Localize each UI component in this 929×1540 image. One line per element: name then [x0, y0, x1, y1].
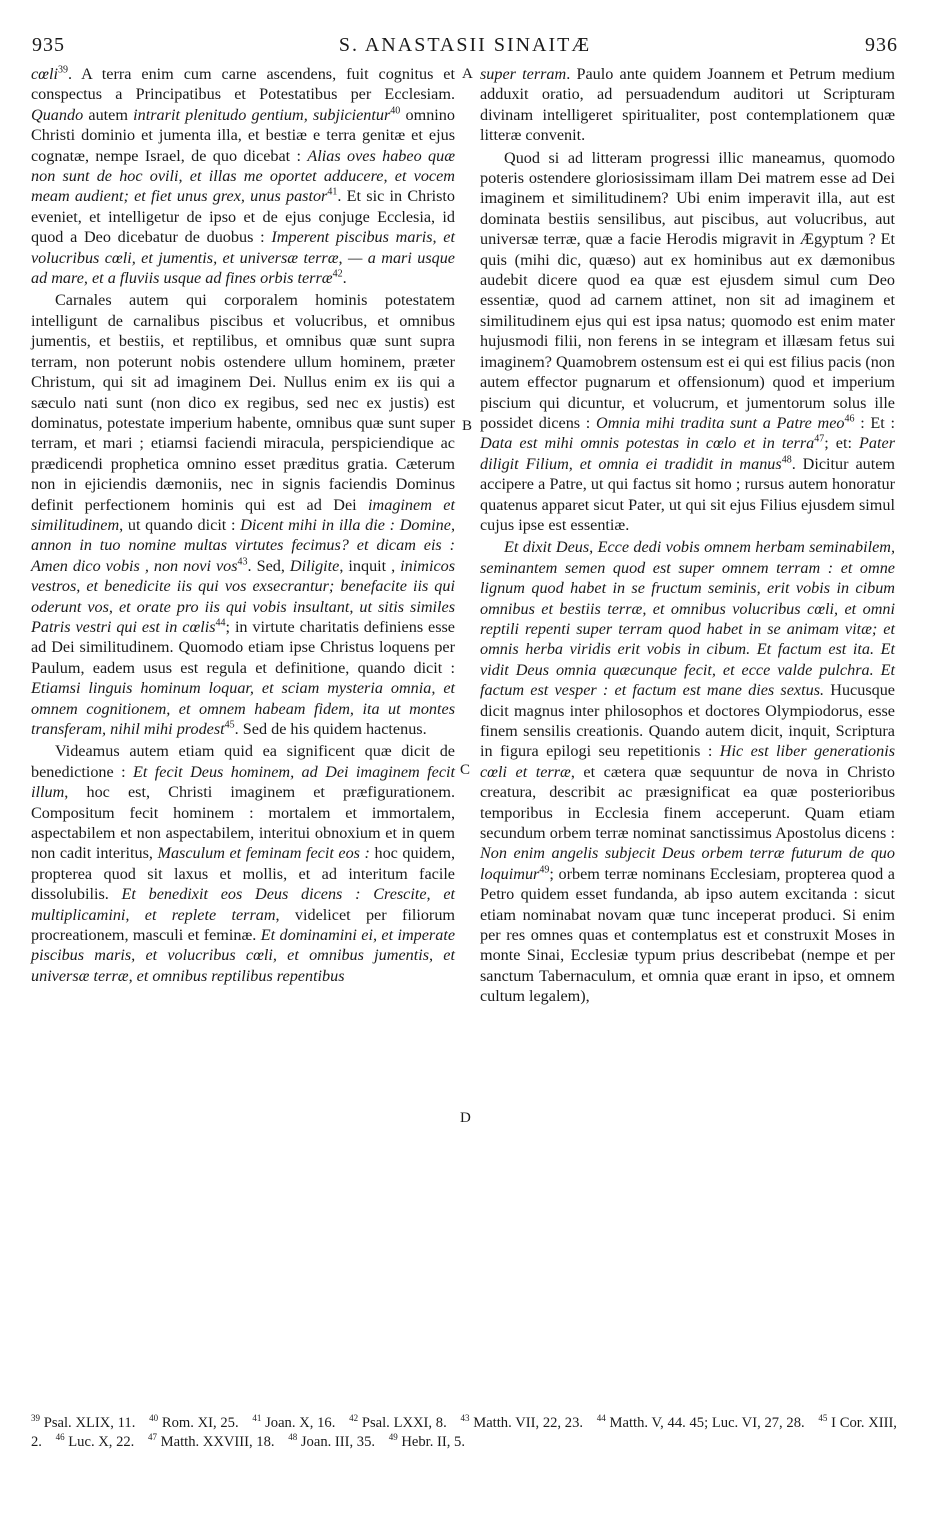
text-span: Data est mihi omnis potestas in cœlo et in terra [480, 434, 815, 453]
page-number-left: 935 [32, 34, 65, 56]
footnote [31, 1415, 135, 1431]
text-span: Alias oves habeo quæ non sunt de hoc ovili, et illas me oportet adducere, et vocem meam audient; et fiet unus grex, unus pastor [31, 146, 455, 206]
text-span: intrarit plenitudo gentium, subjicientur [133, 105, 391, 124]
page-number-right: 936 [865, 34, 898, 56]
paragraph [31, 741, 455, 986]
footnote-ref: 41 [327, 187, 338, 199]
footnote [149, 1415, 239, 1431]
paragraph [480, 148, 895, 536]
footnote-text: Luc. X, 22. [68, 1434, 135, 1450]
footnote-number: 39 [31, 1413, 40, 1424]
paragraph [480, 64, 895, 146]
section-marker-b: B [462, 418, 473, 434]
text-span: inimicos vestros, et benedicite iis qui vos exsecrantur; benefacite iis qui oderunt vos, et orate pro iis qui vobis insultant, ut sitis similes Patris vestri qui est in cœlis [31, 556, 456, 636]
footnote-text: I Cor. XIII, 2. [31, 1415, 897, 1450]
section-marker-a: A [462, 66, 473, 82]
footnote-ref: 46 [844, 413, 855, 425]
text-span: Masculum et feminam fecit eos : [157, 844, 370, 863]
text-span: Hucusque dicit magnus inter philosophos et doctores Olympiodorus, esse finem sensilis creationis. Quando autem dicit, inquit, Scriptura in figura epilogi seu repetitionis : [480, 681, 895, 761]
text-span: Videamus autem etiam quid ea significent quæ dicit de benedictione : [31, 742, 455, 781]
text-span: . Et sic in Christo eveniet, et intelligetur de ipso et de ejus conjuge Ecclesia, id quod a Deo dicebatur de duobus : [31, 187, 455, 247]
footnote [349, 1415, 447, 1431]
text-span: imaginem et similitudinem [31, 495, 455, 534]
page-header [32, 34, 898, 64]
footnote-text: Matth. VII, 22, 23. [473, 1415, 584, 1431]
text-span: Carnales autem qui corporalem hominis potestatem intelligunt de carnalibus piscibus et volucribus, et omnibus jumentis, et bestiis, et reptilibus, et omnibus quæ sunt supra terram, non poterunt nobis ostendere ullum hominem, præter Christum, qui sit ad imaginem Dei. Nullus enim ex iis qui a sæculo nati sunt (non dico ex regibus, sed nec ex justis) est dominatus, potestate imperium habente, omnibus quæ sunt super terram, et mari ; etiamsi faciendi miracula, perspiciendique ac prædicendi prophetica omnino esset præditus gratia. Cæterum non in ejiciendis dæmoniis, nec in signis faciendis Dominus definit perfectionem hominis qui est ad Dei [31, 291, 455, 514]
footnote-ref: 44 [215, 617, 226, 629]
text-span: Et dominamini ei, et imperate piscibus maris, et volucribus cœli, et omnibus jumentis, et universæ terræ, et omnibus reptilibus repentibus [31, 926, 455, 985]
footnote [252, 1415, 335, 1431]
footnote [597, 1415, 805, 1431]
text-span: Omnia mihi tradita sunt a Patre meo [596, 413, 845, 432]
footnote-ref: 43 [237, 556, 248, 568]
footnote-text: Rom. XI, 25. [161, 1415, 239, 1431]
footnote-number: 49 [388, 1432, 398, 1443]
running-title: S. ANASTASII SINAITÆ [338, 34, 592, 56]
footnote-number: 46 [55, 1432, 65, 1443]
text-span: super terram [480, 65, 567, 83]
paragraph [480, 537, 895, 1006]
text-span: . Sed, [247, 556, 285, 575]
text-span: autem [83, 105, 134, 124]
text-span: , hoc est, Christi imaginem et præfigurationem. Compositum fecit hominem : mortalem et immortalem, aspectabilem et non aspectabilem, interitui obnoxium et in quem non cadit interitus, [31, 783, 455, 863]
footnote-number: 47 [148, 1432, 157, 1443]
footnote-ref: 48 [781, 454, 792, 466]
footnote-number: 40 [149, 1413, 159, 1424]
paragraph [31, 64, 455, 288]
footnote [389, 1434, 465, 1450]
footnote-ref: 42 [332, 268, 343, 280]
paragraph [31, 290, 455, 739]
footnote [288, 1434, 375, 1450]
text-span: . Sed de his quidem hactenus. [234, 720, 427, 738]
text-span: Dicent mihi in illa die : Domine, annon in tuo nomine multas virtutes fecimus? et dicam eis : Amen dico vobis , non novi vos [31, 515, 455, 575]
text-span: , videlicet per filiorum procreationem, masculi et feminæ. [31, 905, 455, 945]
text-span: omnino Christi dominio et jumenta illa, et bestiæ e terra genitæ et ejus cognatæ, nempe Israel, de quo dicebat : [31, 105, 455, 165]
text-span: cœli [31, 65, 58, 83]
footnote-text: Psal. LXXI, 8. [361, 1415, 447, 1431]
footnote-text: Hebr. II, 5. [401, 1434, 465, 1450]
text-span: Et fecit Deus hominem, ad Dei imaginem fecit illum [31, 762, 456, 802]
text-span: . [342, 269, 347, 288]
text-span: , et cætera quæ sequuntur de nova in Christo creatura, describit ac præsignificat ea quæ posterioribus temporibus in Ecclesia finem acceperunt. Quam etiam secundum orbem terræ nominat sanctissimus Apostolus dicens : [480, 762, 895, 843]
footnote-number: 42 [349, 1413, 359, 1424]
footnote-text: Joan. X, 16. [265, 1415, 336, 1431]
footnote-ref: 49 [539, 864, 550, 876]
footnote-number: 43 [460, 1413, 470, 1424]
text-span: Pater diligit Filium, et omnia ei tradidit in manus [480, 434, 896, 473]
footnote [148, 1434, 275, 1450]
text-span: Non enim angelis subjecit Deus orbem terræ futurum de quo loquimur [480, 844, 895, 883]
footnote-text: Psal. XLIX, 11. [43, 1415, 136, 1431]
text-span: hoc quidem, propterea quod sit laxus et mollis, et ad interitum facile dissolubilis. [31, 844, 455, 904]
text-span: ; in virtute charitatis definiens esse ad Dei similitudinem. Quomodo etiam ipse Christus loquens per Paulum, eadem usus est regula et definitione, quando dicit : [31, 617, 455, 677]
text-span: . Dicitur autem accipere a Patre, ut qui factus sit homo ; rursus autem honoratur quatenus apparet sicut Pater, ut qui sit ejus Filius ejusdem simul cujus ipse est essentiæ. [480, 454, 896, 534]
text-span: . Paulo ante quidem Joannem et Petrum medium adduxit oratio, ad persuadendum auditori ut Scripturam divinam intelligeret spiritualiter, post contemplationem quæ litteræ convenit. [480, 65, 895, 145]
text-span: . A terra enim cum carne ascendens, fuit cognitus et conspectus a Principatibus et Potestatibus per Ecclesiam. [31, 65, 455, 104]
text-span: Et benedixit eos Deus dicens : Crescite, et multiplicamini, et replete terram [31, 885, 455, 924]
footnote-number: 45 [818, 1413, 828, 1424]
footnote [460, 1415, 583, 1431]
footnote-text: Joan. III, 35. [300, 1434, 376, 1450]
text-span: Quando [31, 105, 84, 124]
text-span: , ut quando dicit : [119, 515, 236, 534]
footnote-ref: 45 [224, 719, 235, 731]
text-span: : Et : [854, 413, 896, 432]
footnote-ref: 39 [57, 64, 68, 76]
right-column [480, 64, 895, 1007]
text-span: Diligite [289, 556, 340, 575]
footnote-text: Matth. V, 44. 45; Luc. VI, 27, 28. [609, 1415, 805, 1431]
footnote-number: 48 [288, 1432, 298, 1443]
footnote [56, 1434, 135, 1450]
text-span: ; orbem terræ nominans Ecclesiam, propterea quod a Petro quidem esset fundanda, ab ipso autem excitanda : sicut etiam nominabat novam quæ tunc inceperat produci. Si enim per res omnes quas et contemplatus est et construxit Moses in monte Sinai, Ecclesiæ typum prius describebat (nempe et per sanctum Tabernaculum, et omnia quæ erant in ipso, et omnem cultum legalem), [480, 864, 895, 1006]
text-span: ; et: [824, 434, 852, 453]
footnote-ref: 40 [390, 105, 401, 117]
text-span: Hic est liber generationis cœli et terræ [480, 742, 895, 781]
text-span: Quod si ad litteram progressi illic maneamus, quomodo poteris ostendere gloriosissimam illam Dei matrem esse ad Dei imaginem et similitudinem? Ubi enim imperavit illa, aut est dominata bestiis sensilibus, aut piscibus, aut volucribus, aut universæ terræ, quæ a facie Herodis migravit in Ægyptum ? Et quis (mihi dic, quæso) aut ex hominibus aut ex dæmonibus audebit dicere quod ea quæ est ejusdem simul cum Deo essentiæ, quod ad carnem attinet, non sit ad imaginem et similitudinem ejus qui est ipsa natus; quomodo est enim mater hujusmodi filii, non ferens in se integram et illæsam fetus sui imaginem? Quamobrem ostensum est ei qui est filius pacis (non autem effector pugnarum et offensionum) quod et imperium piscium qui dicuntur, et volucrum, et jumentorum solus ille possidet dicens : [480, 148, 895, 432]
footnote-ref: 47 [814, 433, 825, 445]
footnote-number: 44 [596, 1413, 606, 1424]
section-marker-c: C [460, 762, 471, 778]
left-column [31, 64, 455, 986]
footnote-number: 41 [252, 1413, 262, 1424]
section-marker-d: D [460, 1110, 471, 1126]
text-span: Etiamsi linguis hominum loquar, et sciam mysteria omnia, et omnem cognitionem, et omnem habeam fidem, ita ut montes transferam, nihil mihi prodest [31, 679, 455, 738]
text-span: Et dixit Deus, Ecce dedi vobis omnem herbam seminabilem, seminantem semen quod est super omnem terram : et omne lignum quod habet in se fructum seminis, erit vobis in cibum omnibus et bestiis terræ, et omnibus volucribus cœli, et omni reptili repenti super terram quod habet in se animam vitæ; et omnis herba viridis erit vobis in cibum. Et factum est ita. Et vidit Deus omnia quæcunque fecit, et ecce valde pulchra. Et factum est vesper : et factum est mane dies sextus. [480, 538, 895, 700]
text-span: , inquit , [339, 556, 396, 575]
text-span: Imperent piscibus maris, et volucribus cœli, et jumentis, et universæ terræ, — a mari usque ad mare, et a fluviis usque ad fines orbis terræ [31, 228, 455, 288]
footnote-text: Matth. XXVIII, 18. [160, 1434, 275, 1450]
footnotes [31, 1414, 897, 1452]
